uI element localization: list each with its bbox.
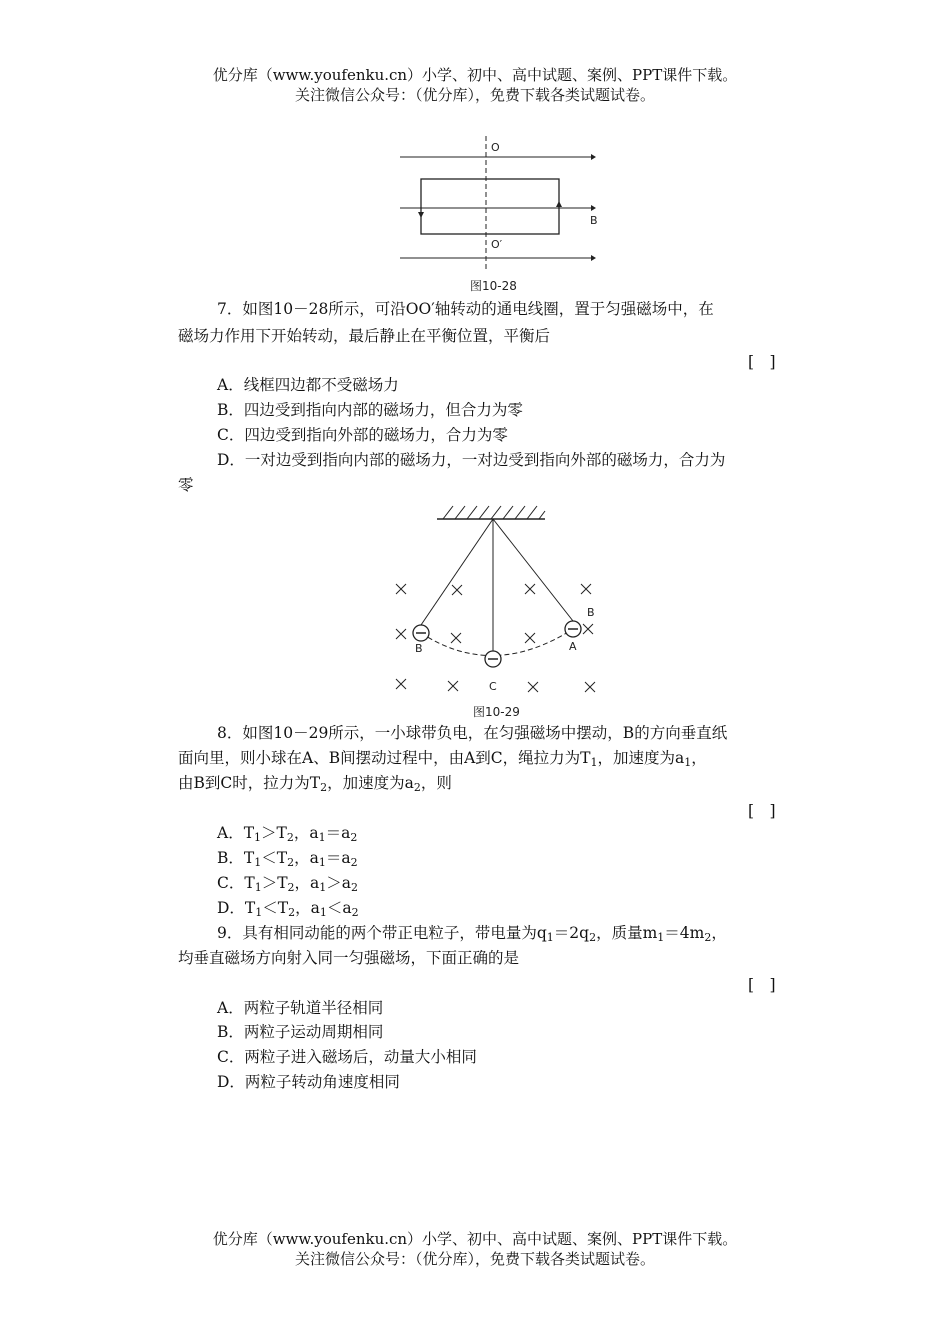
q7-option-d: D．一对边受到指向内部的磁场力，一对边受到指向外部的磁场力，合力为 bbox=[217, 451, 726, 469]
arrow-icon bbox=[591, 154, 596, 160]
q9-line-2: 均垂直磁场方向射入同一匀强磁场，下面正确的是 bbox=[178, 949, 520, 967]
q7-option-c: C．四边受到指向外部的磁场力，合力为零 bbox=[217, 426, 508, 444]
ceiling-hatch bbox=[443, 506, 545, 519]
label-b-field: B bbox=[587, 606, 595, 619]
q7-option-d-continued: 零 bbox=[178, 476, 194, 494]
q9-line-1: 9．具有相同动能的两个带正电粒子，带电量为$q_1=2q_2$，质量$m_1=4m_2$， bbox=[217, 924, 727, 944]
q8-line-3: 由B到C时，拉力为$T_2$，加速度为$a_2$，则 bbox=[178, 774, 452, 794]
header-line-1: 优分库（www.youfenku.cn）小学、初中、高中试题、案例、PPT课件下载。 bbox=[212, 66, 738, 84]
q8-line-1: 8．如图10－29所示，一小球带负电，在匀强磁场中摆动，B的方向垂直纸 bbox=[217, 724, 728, 742]
q8-answer-bracket: [ ] bbox=[748, 802, 776, 820]
label-o-prime: O′ bbox=[491, 238, 503, 251]
figure-10-29 bbox=[385, 500, 610, 722]
q8-option-b: B．$T_1<T_2$，$a_1=a_2$ bbox=[217, 849, 358, 869]
ball-a bbox=[565, 621, 581, 637]
arrow-icon bbox=[591, 205, 596, 211]
label-o: O bbox=[491, 141, 500, 154]
q9-option-a: A．两粒子轨道半径相同 bbox=[217, 999, 384, 1017]
current-arrow-down-icon bbox=[418, 212, 424, 218]
footer-line-2: 关注微信公众号：（优分库），免费下载各类试题试卷。 bbox=[294, 1250, 655, 1268]
label-b: B bbox=[415, 642, 423, 655]
q8-option-c: C．$T_1>T_2$，$a_1>a_2$ bbox=[217, 874, 359, 894]
q7-answer-bracket: [ ] bbox=[748, 353, 776, 371]
q7-line-1: 7．如图10－28所示，可沿OO′轴转动的通电线圈，置于匀强磁场中，在 bbox=[217, 300, 714, 318]
q9-option-c: C．两粒子进入磁场后，动量大小相同 bbox=[217, 1048, 477, 1066]
string-to-b bbox=[421, 519, 493, 625]
figure-caption: 图10-29 bbox=[473, 705, 520, 719]
q9-option-d: D．两粒子转动角速度相同 bbox=[217, 1073, 400, 1091]
arrow-icon bbox=[591, 255, 596, 261]
figure-caption: 图10-28 bbox=[470, 279, 517, 293]
label-a: A bbox=[569, 640, 577, 653]
figure-10-28 bbox=[395, 132, 605, 294]
q9-answer-bracket: [ ] bbox=[748, 976, 776, 994]
q7-line-2: 磁场力作用下开始转动，最后静止在平衡位置，平衡后 bbox=[178, 327, 551, 345]
q7-option-a: A．线框四边都不受磁场力 bbox=[217, 376, 399, 394]
q8-line-2: 面向里，则小球在A、B间摆动过程中，由A到C，绳拉力为$T_1$，加速度为$a_1$， bbox=[178, 749, 707, 769]
coil-frame bbox=[421, 179, 559, 234]
header-line-2: 关注微信公众号：（优分库），免费下载各类试题试卷。 bbox=[294, 86, 655, 104]
q7-option-b: B．四边受到指向内部的磁场力，但合力为零 bbox=[217, 401, 523, 419]
string-to-a bbox=[493, 519, 573, 621]
label-b: B bbox=[590, 214, 598, 227]
q9-option-b: B．两粒子运动周期相同 bbox=[217, 1023, 384, 1041]
q8-option-d: D．$T_1<T_2$，$a_1<a_2$ bbox=[217, 899, 359, 919]
label-c: C bbox=[489, 680, 497, 693]
footer-line-1: 优分库（www.youfenku.cn）小学、初中、高中试题、案例、PPT课件下载。 bbox=[212, 1230, 738, 1248]
ball-c bbox=[485, 651, 501, 667]
q8-option-a: A．$T_1>T_2$，$a_1=a_2$ bbox=[217, 824, 358, 844]
ball-b bbox=[413, 625, 429, 641]
current-arrow-up-icon bbox=[556, 201, 562, 207]
